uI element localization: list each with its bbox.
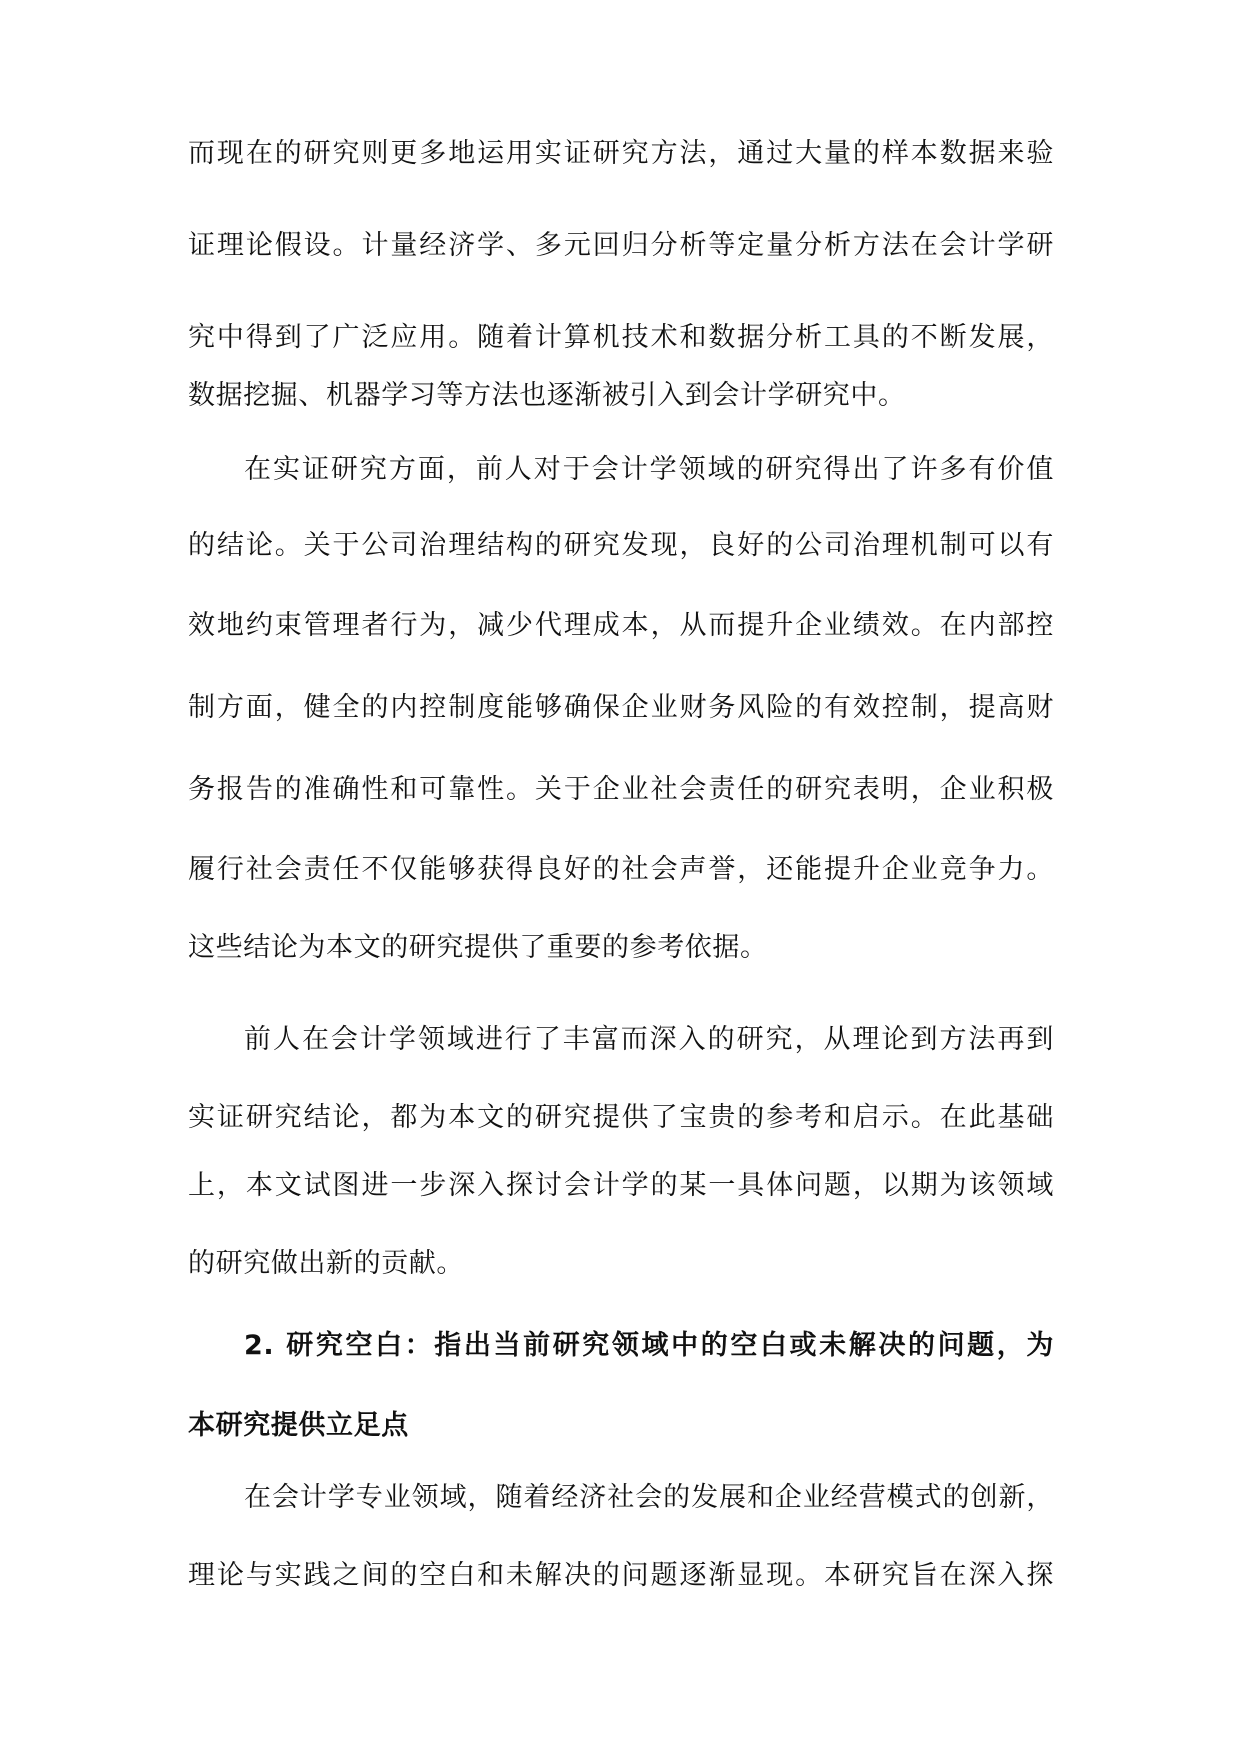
paragraph-2-line-2: 的结论。关于公司治理结构的研究发现，良好的公司治理机制可以有 xyxy=(188,530,1054,561)
paragraph-2-line-3: 效地约束管理者行为，减少代理成本，从而提升企业绩效。在内部控 xyxy=(188,610,1054,641)
paragraph-3-line-3: 上，本文试图进一步深入探讨会计学的某一具体问题，以期为该领域 xyxy=(188,1170,1054,1201)
section-heading-line-1: 2. 研究空白：指出当前研究领域中的空白或未解决的问题，为 xyxy=(244,1330,1054,1361)
paragraph-4-line-1: 在会计学专业领域，随着经济社会的发展和企业经营模式的创新， xyxy=(244,1482,1054,1513)
paragraph-1-line-1: 而现在的研究则更多地运用实证研究方法，通过大量的样本数据来验 xyxy=(188,138,1054,169)
paragraph-2-line-1: 在实证研究方面，前人对于会计学领域的研究得出了许多有价值 xyxy=(244,454,1054,485)
paragraph-2-line-7: 这些结论为本文的研究提供了重要的参考依据。 xyxy=(188,932,768,963)
paragraph-3-line-2: 实证研究结论，都为本文的研究提供了宝贵的参考和启示。在此基础 xyxy=(188,1102,1054,1133)
paragraph-1-line-2: 证理论假设。计量经济学、多元回归分析等定量分析方法在会计学研 xyxy=(188,230,1054,261)
paragraph-1-line-3: 究中得到了广泛应用。随着计算机技术和数据分析工具的不断发展， xyxy=(188,322,1054,353)
paragraph-2-line-6: 履行社会责任不仅能够获得良好的社会声誉，还能提升企业竞争力。 xyxy=(188,854,1054,885)
paragraph-2-line-5: 务报告的准确性和可靠性。关于企业社会责任的研究表明，企业积极 xyxy=(188,774,1054,805)
paragraph-3-line-4: 的研究做出新的贡献。 xyxy=(188,1248,464,1279)
paragraph-2-line-4: 制方面，健全的内控制度能够确保企业财务风险的有效控制，提高财 xyxy=(188,692,1054,723)
paragraph-4-line-2: 理论与实践之间的空白和未解决的问题逐渐显现。本研究旨在深入探 xyxy=(188,1560,1054,1591)
paragraph-1-line-4: 数据挖掘、机器学习等方法也逐渐被引入到会计学研究中。 xyxy=(188,380,906,411)
paragraph-3-line-1: 前人在会计学领域进行了丰富而深入的研究，从理论到方法再到 xyxy=(244,1024,1054,1055)
section-heading-line-2: 本研究提供立足点 xyxy=(188,1410,409,1441)
